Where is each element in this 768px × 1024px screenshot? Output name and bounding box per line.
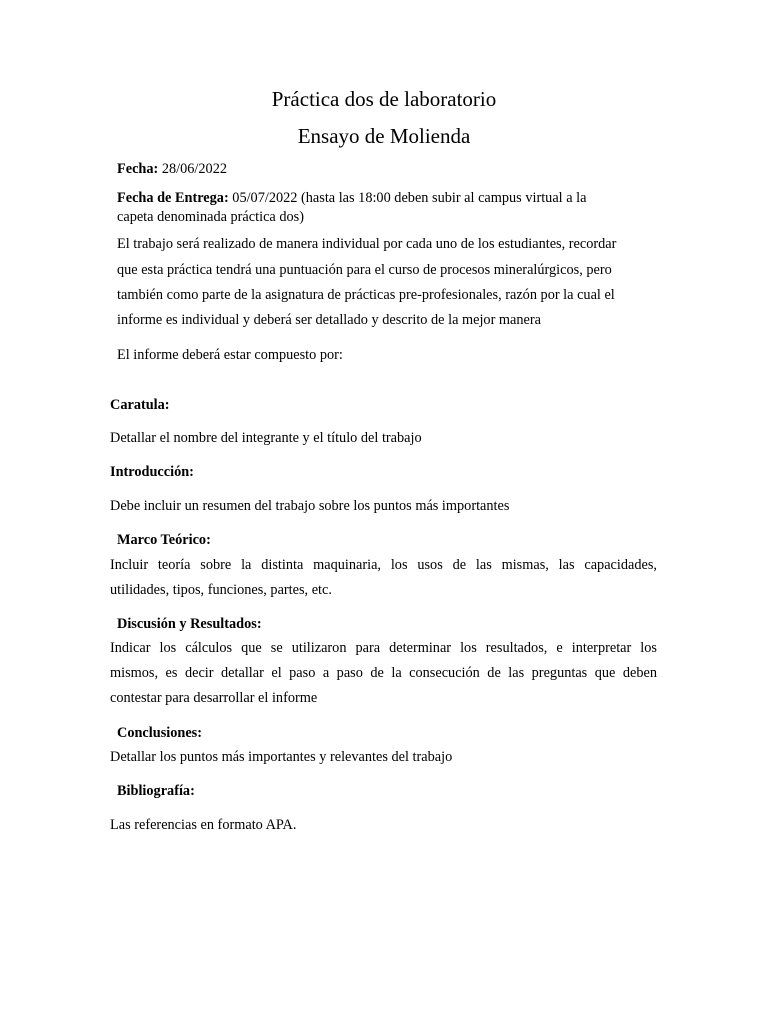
- caratula-heading: Caratula:: [110, 397, 170, 413]
- entrega-value-continued: capeta denominada práctica dos): [117, 209, 304, 225]
- document-subtitle: Ensayo de Molienda: [297, 124, 471, 148]
- introduccion-heading: Introducción:: [110, 464, 194, 480]
- document-title: Práctica dos de laboratorio: [271, 87, 497, 111]
- caratula-body: Detallar el nombre del integrante y el título del trabajo: [110, 430, 422, 446]
- discusion-heading: Discusión y Resultados:: [117, 616, 262, 632]
- fecha-value: 28/06/2022: [158, 161, 228, 177]
- fecha-line: [117, 160, 227, 178]
- bibliografia-body: Las referencias en formato APA.: [110, 817, 297, 833]
- discusion-body-line: Indicar los cálculos que se utilizaron para determinar los resultados, e interpretar los: [110, 640, 657, 656]
- marco-heading: Marco Teórico:: [117, 532, 211, 548]
- entrega-line: [117, 189, 586, 207]
- intro-paragraph-line: que esta práctica tendrá una puntuación para el curso de procesos mineralúrgicos, pero: [117, 262, 612, 278]
- discusion-body-line: contestar para desarrollar el informe: [110, 690, 318, 706]
- entrega-value: 05/07/2022 (hasta las 18:00 deben subir al campus virtual a la: [228, 190, 587, 206]
- compuesto-text: El informe deberá estar compuesto por:: [117, 347, 343, 363]
- bibliografia-heading: Bibliografía:: [117, 783, 195, 799]
- intro-paragraph-line: El trabajo será realizado de manera individual por cada uno de los estudiantes, recordar: [117, 236, 617, 252]
- marco-body-line: Incluir teoría sobre la distinta maquinaria, los usos de las mismas, las capacidades,: [110, 557, 657, 573]
- discusion-body-line: mismos, es decir detallar el paso a paso de la consecución de las preguntas que deben: [110, 665, 657, 681]
- conclusiones-body: Detallar los puntos más importantes y relevantes del trabajo: [110, 749, 453, 765]
- entrega-label: Fecha de Entrega:: [117, 190, 229, 206]
- intro-paragraph-line: informe es individual y deberá ser detallado y descrito de la mejor manera: [117, 312, 541, 328]
- conclusiones-heading: Conclusiones:: [117, 725, 202, 741]
- marco-body-line: utilidades, tipos, funciones, partes, etc.: [110, 582, 332, 598]
- intro-paragraph-line: también como parte de la asignatura de prácticas pre-profesionales, razón por la cual el: [117, 287, 615, 303]
- introduccion-body: Debe incluir un resumen del trabajo sobre los puntos más importantes: [110, 498, 510, 514]
- fecha-label: Fecha:: [117, 161, 159, 177]
